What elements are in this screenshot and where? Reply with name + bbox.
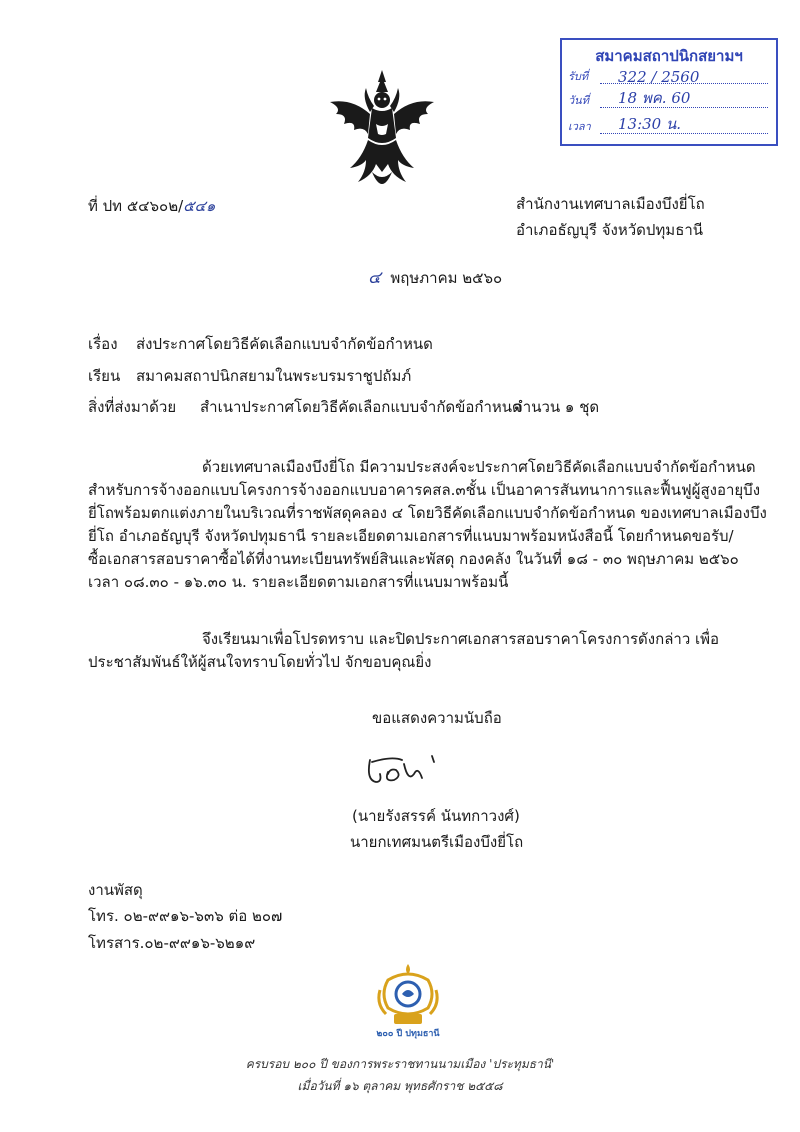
stamp-time-row: [568, 115, 768, 138]
footer-line-2: เมื่อวันที่ ๑๖ ตุลาคม พุทธศักราช ๒๕๕๘: [297, 1079, 503, 1093]
contact-department: งานพัสดุ: [88, 881, 143, 899]
body2-line: ประชาสัมพันธ์ให้ผู้สนใจทราบโดยทั่วไป จักขอบคุณยิ่ง: [88, 653, 432, 671]
enclosure-quantity: จำนวน ๑ ชุด: [514, 398, 600, 416]
reference-prefix: ที่ ปท ๕๔๖๐๒/: [88, 197, 184, 215]
body1-line: ยี่โถ อำเภอธัญบุรี จังหวัดปทุมธานี รายละเอียดตามเอกสารที่แนบมาพร้อมหนังสือนี้ โดยกำหนดขอรับ/: [88, 527, 734, 545]
signer-name: (นายรังสรรค์ นันทกาวงศ์): [352, 807, 520, 825]
reference-number: [88, 196, 215, 216]
letter-date: [368, 268, 502, 288]
body2-line: จึงเรียนมาเพื่อโปรดทราบ และปิดประกาศเอกสารสอบราคาโครงการดังกล่าว เพื่อ: [202, 630, 720, 648]
enclosure-text: สำเนาประกาศโดยวิธีคัดเลือกแบบจำกัดข้อกำหนด: [200, 398, 522, 416]
body1-line: ยี่โถพร้อมตกแต่งภายในบริเวณที่ราชพัสดุคลอง ๔ โดยวิธีคัดเลือกแบบจำกัดข้อกำหนด ของเทศบาลเมืองบึง: [88, 504, 767, 522]
receipt-stamp: [560, 38, 778, 146]
body1-line: ด้วยเทศบาลเมืองบึงยี่โถ มีความประสงค์จะประกาศโดยวิธีคัดเลือกแบบจำกัดข้อกำหนด: [202, 458, 756, 476]
stamp-received-no-row: [568, 68, 768, 88]
to-label: เรียน: [88, 367, 121, 385]
body-paragraph-1: [88, 456, 767, 594]
reference-handwritten: ๕๔๑: [183, 197, 216, 215]
stamp-received-no-label: รับที่: [568, 70, 589, 83]
stamp-date-row: [568, 89, 768, 112]
contact-telephone: โทร. ๐๒-๙๙๑๖-๖๓๖ ต่อ ๒๐๗: [88, 907, 283, 925]
office-line-2: อำเภอธัญบุรี จังหวัดปทุมธานี: [516, 221, 704, 239]
footer-line-1: ครบรอบ ๒๐๐ ปี ของการพระราชทานนามเมือง 'ประทุมธานี': [245, 1057, 555, 1071]
stamp-received-no: 322 / 2560: [618, 68, 700, 86]
date-month-year: พฤษภาคม ๒๕๖๐: [390, 269, 503, 287]
logo-caption: ๒๐๐ ปี ปทุมธานี: [376, 1029, 440, 1039]
stamp-date-label: วันที่: [568, 94, 589, 107]
body1-line: สำหรับการจ้างออกแบบโครงการจ้างออกแบบอาคารคสล.๓ชั้น เป็นอาคารสันทนาการและฟื้นฟูผู้สูงอายุบึง: [88, 481, 761, 499]
stamp-time-label: เวลา: [568, 120, 591, 133]
contact-fax: โทรสาร.๐๒-๙๙๑๖-๖๒๑๙: [88, 934, 256, 952]
closing: ขอแสดงความนับถือ: [372, 709, 502, 727]
to-text: สมาคมสถาปนิกสยามในพระบรมราชูปถัมภ์: [136, 367, 412, 385]
office-line-1: สำนักงานเทศบาลเมืองบึงยี่โถ: [516, 195, 705, 213]
date-day-handwritten: ๔: [368, 268, 381, 288]
subject-label: เรื่อง: [88, 335, 118, 353]
stamp-date: 18 พค. 60: [618, 89, 691, 107]
body1-line: เวลา ๐๘.๓๐ - ๑๖.๓๐ น. รายละเอียดตามเอกสารที่แนบมาพร้อมนี้: [88, 573, 509, 591]
stamp-time: 13:30 น.: [618, 115, 682, 133]
enclosure-label: สิ่งที่ส่งมาด้วย: [88, 398, 177, 416]
garuda-emblem-icon: [322, 68, 442, 198]
subject-text: ส่งประกาศโดยวิธีคัดเลือกแบบจำกัดข้อกำหนด: [136, 335, 433, 353]
body1-line: ซื้อเอกสารสอบราคาซื้อได้ที่งานทะเบียนทรัพย์สินและพัสดุ กองคลัง ในวันที่ ๑๘ - ๓๐ พฤษภาคม ๒๕๖๐: [88, 550, 739, 568]
signer-title: นายกเทศมนตรีเมืองบึงยี่โถ: [350, 833, 524, 851]
signature-icon: [362, 752, 452, 792]
stamp-title: สมาคมสถาปนิกสยามฯ: [595, 47, 743, 65]
body-paragraph-2: [88, 628, 718, 674]
